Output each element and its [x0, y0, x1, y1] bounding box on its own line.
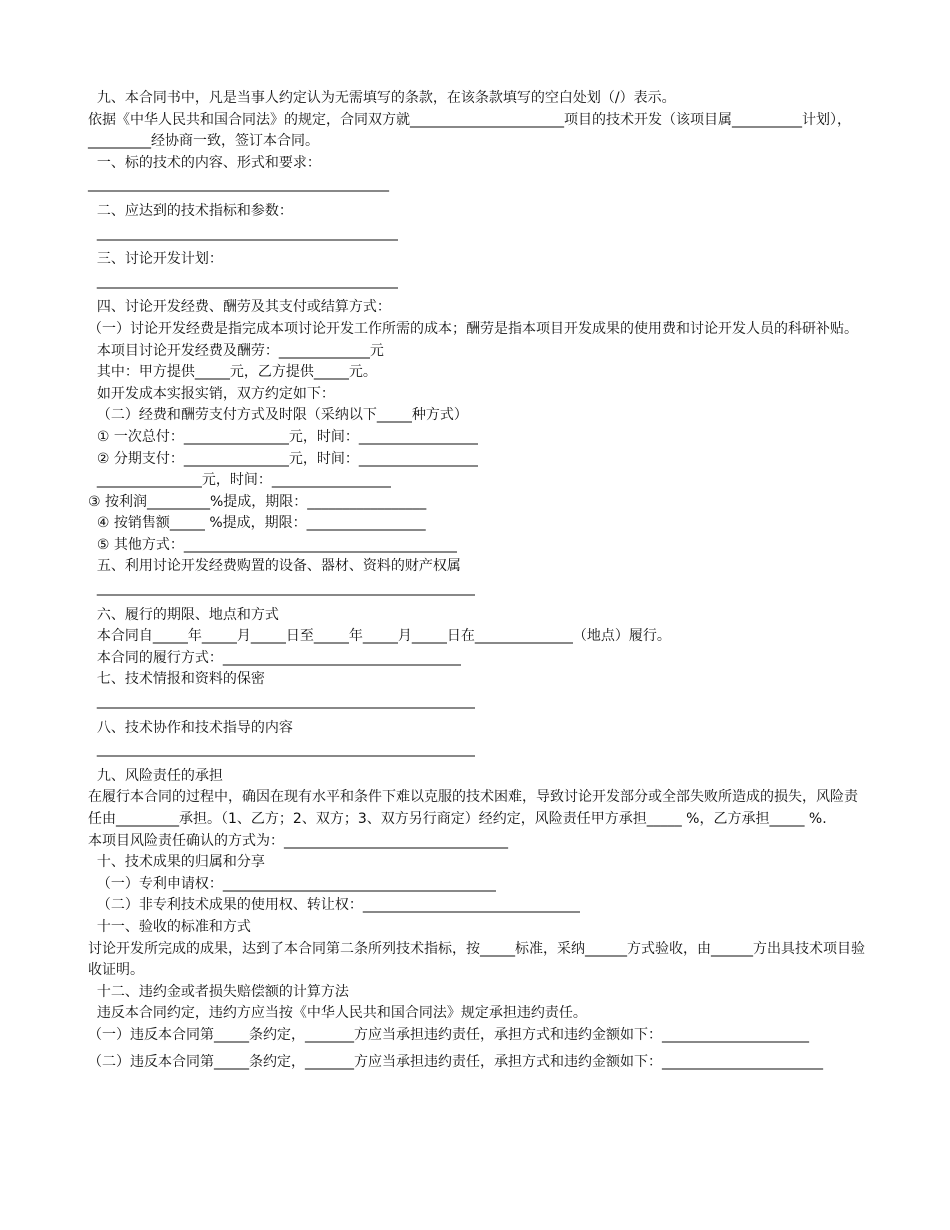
contract-line: 三、讨论开发计划：	[88, 251, 223, 268]
contract-line: （二）经费和酬劳支付方式及时限（采纳以下_____种方式）	[88, 407, 468, 424]
contract-line: （一）违反本合同第_____条约定，_______方应当承担违约责任，承担方式和违约金额如下：_____________________	[88, 1026, 809, 1043]
contract-line: ___________________________________________	[88, 224, 398, 241]
contract-line: 本合同自_____年_____月_____日至_____年_____月_____日在______________（地点）履行。	[88, 628, 671, 645]
contract-line: 九、本合同书中，凡是当事人约定认为无需填写的条款，在该条款填写的空白处划（/）表示。	[88, 90, 676, 106]
contract-line: 十二、违约金或者损失赔偿额的计算方法	[88, 983, 349, 1000]
contract-line: 九、风险责任的承担	[88, 767, 223, 784]
contract-line: 八、技术协作和技术指导的内容	[88, 719, 293, 736]
contract-line: 本项目讨论开发经费及酬劳：_____________元	[88, 342, 384, 359]
contract-line: 本合同的履行方式：__________________________________	[88, 649, 461, 666]
contract-line: 其中：甲方提供_____元，乙方提供_____元。	[88, 364, 377, 381]
contract-line: ⑤ 其他方式：_______________________________________	[88, 536, 457, 553]
contract-line: 四、讨论开发经费、酬劳及其支付或结算方式：	[88, 299, 391, 316]
contract-line: _______________元，时间：_________________	[88, 472, 391, 489]
contract-line: ① 一次总付：_______________元，时间：_________________	[88, 428, 478, 445]
contract-line: （二）非专利技术成果的使用权、转让权：_______________________________	[88, 897, 580, 914]
contract-line: ___________________________________________	[88, 176, 389, 193]
contract-line: 违反本合同约定，违约方应当按《中华人民共和国合同法》规定承担违约责任。	[88, 1005, 587, 1022]
contract-line: 五、利用讨论开发经费购置的设备、器材、资料的财产权属	[88, 558, 461, 575]
contract-line: （二）违反本合同第_____条约定，_______方应当承担违约责任，承担方式和违约金额如下：_______________________	[88, 1053, 823, 1070]
contract-line: 六、履行的期限、地点和方式	[88, 606, 279, 623]
contract-line: 在履行本合同的过程中，确因在现有水平和条件下难以克服的技术困难，导致讨论开发部分或全部失败所造成的损失，风险责任由_________承担。（1、乙方；2、双方；3、双方另行商定）经约定，风险责任甲方承担_____ %，乙方承担_____ %.	[88, 789, 858, 827]
contract-line: ______________________________________________________	[88, 580, 475, 597]
contract-line: 十一、验收的标准和方式	[88, 918, 251, 935]
contract-line: 如开发成本实报实销，双方约定如下：	[88, 385, 335, 402]
contract-line: 二、应达到的技术指标和参数：	[88, 202, 293, 219]
contract-line: ___________________________________________	[88, 272, 398, 289]
contract-line: （一）讨论开发经费是指完成本项讨论开发工作所需的成本；酬劳是指本项目开发成果的使用费和讨论开发人员的科研补贴。	[88, 320, 858, 337]
contract-line: （一）专利申请权：_______________________________________	[88, 875, 496, 892]
contract-line: ② 分期支付：_______________元，时间：_________________	[88, 450, 478, 467]
contract-line: 本项目风险责任确认的方式为：________________________________	[88, 832, 508, 849]
contract-line: 七、技术情报和资料的保密	[88, 671, 265, 688]
contract-line: 依据《中华人民共和国合同法》的规定，合同双方就______________________项目的技术开发（该项目属__________计划），_________经协商一致，签订本合同。	[88, 111, 851, 150]
contract-line: 讨论开发所完成的成果，达到了本合同第二条所列技术指标，按_____标准，采纳______方式验收，由______方出具技术项目验收证明。	[88, 940, 865, 979]
contract-line: 一、标的技术的内容、形式和要求：	[88, 154, 321, 171]
contract-line: ③ 按利润_________%提成，期限：_________________	[88, 493, 427, 510]
contract-line: 十、技术成果的归属和分享	[88, 854, 265, 871]
contract-line: ______________________________________________________	[88, 741, 475, 758]
contract-line: ______________________________________________________	[88, 693, 475, 710]
contract-document	[88, 88, 868, 1073]
contract-line: ④ 按销售额_____ %提成，期限：_________________	[88, 515, 426, 532]
